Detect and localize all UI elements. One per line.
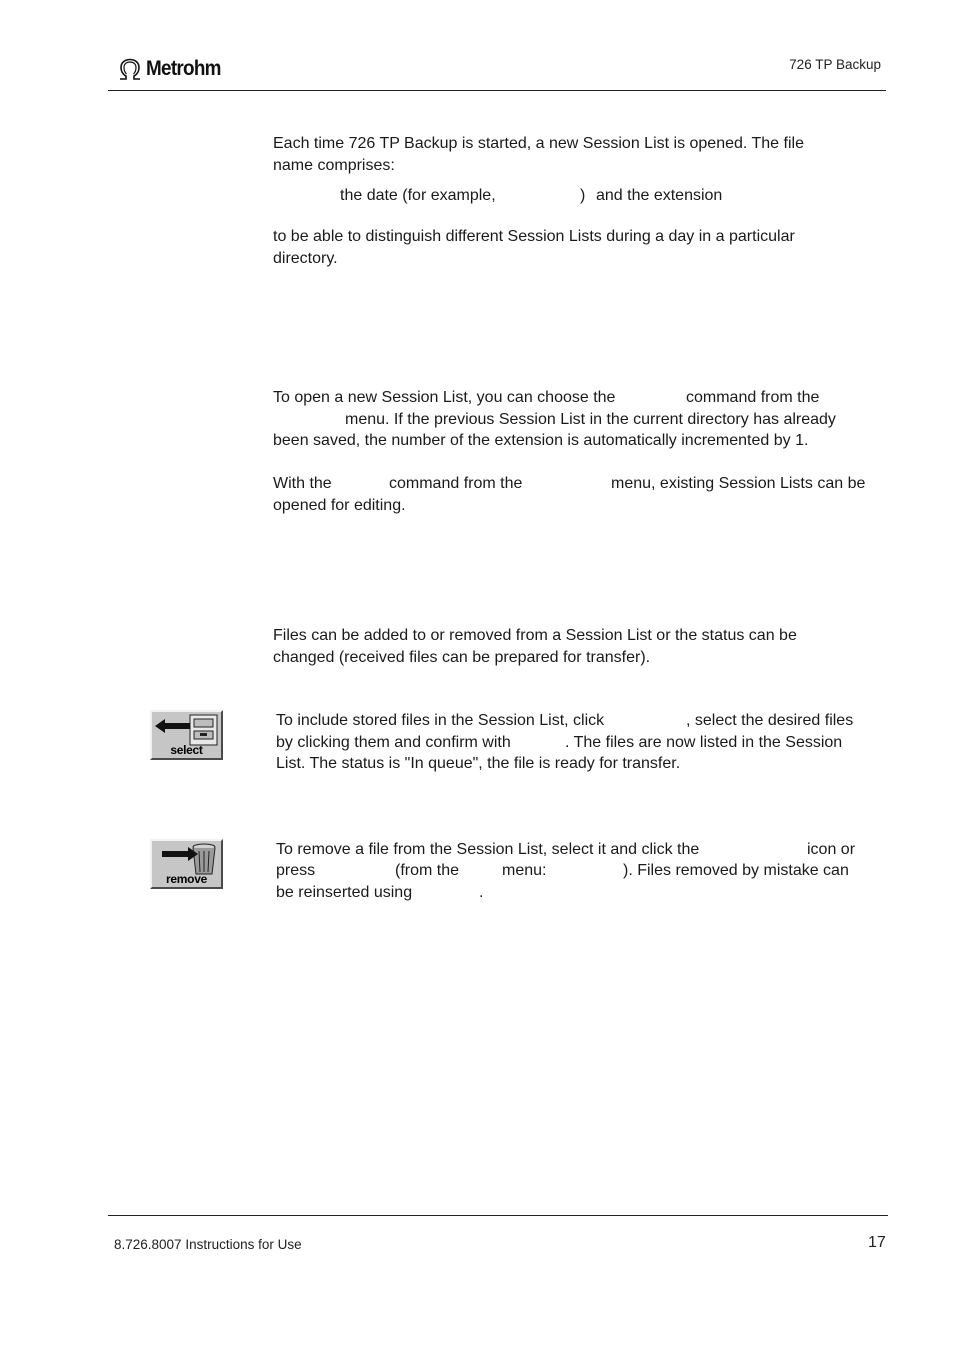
date-description-close bbox=[580, 185, 585, 207]
text-fragment: by clicking them and confirm with bbox=[276, 734, 511, 751]
text-line: been saved, the number of the extension is automatically incremented by 1. bbox=[273, 432, 809, 449]
text-fragment: menu. If the previous Session List in the current directory has already bbox=[345, 411, 836, 428]
page-number: 17 bbox=[868, 1234, 886, 1251]
text-fragment: , select the desired files bbox=[686, 712, 854, 729]
date-description bbox=[340, 185, 496, 207]
extension-description bbox=[596, 185, 722, 207]
text-fragment: With the bbox=[273, 475, 332, 492]
document-title: 726 TP Backup bbox=[789, 57, 881, 72]
header-rule bbox=[108, 90, 886, 91]
text-line: to be able to distinguish different Session Lists during a day in a particular bbox=[273, 228, 795, 245]
text-fragment: and the extension bbox=[596, 187, 723, 204]
text-fragment: command from the bbox=[389, 475, 523, 492]
remove-button-label: remove bbox=[166, 872, 207, 886]
text-line: opened for editing. bbox=[273, 497, 406, 514]
select-button-label: select bbox=[170, 743, 203, 757]
text-fragment: icon or bbox=[807, 841, 856, 858]
brand-name: Metrohm bbox=[146, 57, 221, 80]
files-paragraph bbox=[273, 625, 797, 668]
text-fragment: menu, existing Session Lists can be bbox=[611, 475, 866, 492]
metrohm-logo bbox=[117, 55, 229, 83]
text-line: directory. bbox=[273, 249, 338, 267]
text-line: name comprises: bbox=[273, 156, 395, 174]
select-button[interactable] bbox=[150, 710, 223, 760]
text-fragment: the date (for example, bbox=[340, 187, 496, 204]
distinguish-paragraph bbox=[273, 226, 795, 269]
text-fragment: . bbox=[479, 884, 484, 901]
text-line: Files can be added to or removed from a Session List or the status can be bbox=[273, 627, 797, 644]
text-line: Each time 726 TP Backup is started, a new Session List is opened. The file bbox=[273, 135, 804, 152]
metrohm-omega-icon bbox=[117, 57, 143, 81]
text-fragment: To remove a file from the Session List, select it and click the bbox=[276, 841, 700, 858]
text-fragment: menu: bbox=[502, 862, 547, 879]
text-fragment: press bbox=[276, 862, 316, 879]
text-fragment: ) bbox=[580, 187, 586, 204]
footer-rule bbox=[108, 1215, 888, 1216]
text-fragment: command from the bbox=[686, 389, 820, 406]
text-line: changed (received files can be prepared for transfer). bbox=[273, 648, 651, 666]
text-fragment: To include stored files in the Session List, click bbox=[276, 712, 605, 729]
remove-button[interactable] bbox=[150, 839, 223, 889]
session-list-intro-paragraph bbox=[273, 133, 804, 176]
text-fragment: (from the bbox=[395, 862, 460, 879]
text-fragment: To open a new Session List, you can choose the bbox=[273, 389, 616, 406]
text-fragment: be reinserted using bbox=[276, 884, 413, 901]
text-line: List. The status is "In queue", the file is ready for transfer. bbox=[276, 755, 681, 772]
text-fragment: . The files are now listed in the Session bbox=[565, 734, 843, 751]
document-number: 8.726.8007 Instructions for Use bbox=[114, 1237, 302, 1252]
text-fragment: ). Files removed by mistake can bbox=[623, 862, 849, 879]
